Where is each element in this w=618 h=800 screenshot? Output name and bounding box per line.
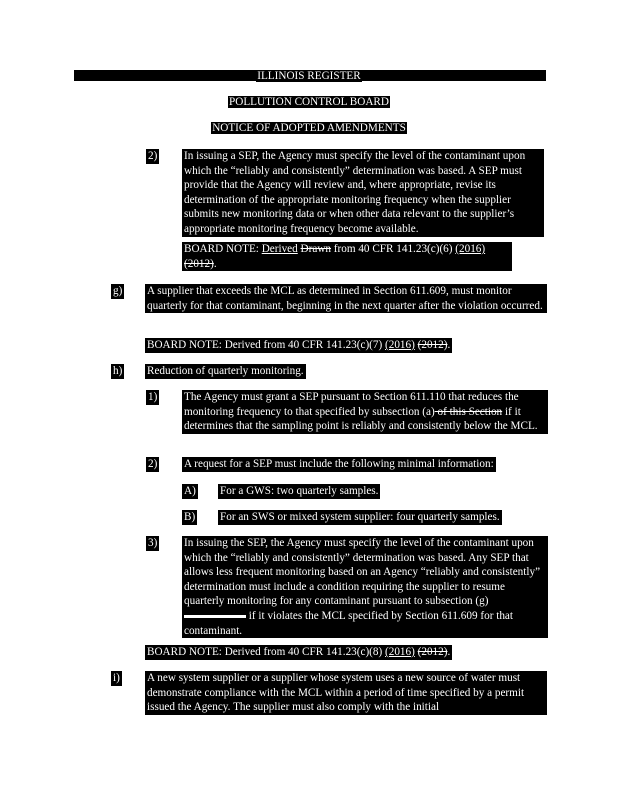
paragraph-h2b-text: For an SWS or mixed system supplier: four quarterly samples.	[220, 511, 500, 523]
paragraph-label-h2b: B)	[184, 511, 196, 523]
paragraph-label-i: i)	[113, 672, 120, 684]
paragraph-label-h: h)	[113, 365, 123, 377]
paragraph-h2a-text: For a GWS: two quarterly samples.	[220, 485, 379, 497]
paragraph-h3-text: In issuing the SEP, the Agency must specify the level of the contaminant upon which the “reliably and consistently” determination was based. Any SEP that allows less frequent monitoring based on an Agency “reliably and consistently” determination must include a condition requiring the supplier to resume quarterly monitoring for any contaminant pursuant to subsection (g) if it violates the MCL specified by Section 611.609 for that contaminant.	[182, 536, 548, 638]
register-title: ILLINOIS REGISTER	[257, 70, 361, 82]
paragraph-i-text: A new system supplier or a supplier whose system uses a new source of water must demonstrate compliance with the MCL within a period of time specified by a permit issued the Agency. The supplier must also comply with the initial	[145, 671, 547, 715]
paragraph-h1-text: The Agency must grant a SEP pursuant to Section 611.110 that reduces the monitoring frequency to that specified by subsection (a) of this Section if it determines that the sampling point is reliably and consistently below the MCL.	[182, 390, 548, 434]
board-note-g: BOARD NOTE: Derived from 40 CFR 141.23(c)(7) (2016) (2012).	[147, 339, 451, 351]
paragraph-f2-text: In issuing a SEP, the Agency must specify the level of the contaminant upon which the “reliably and consistently” determination was based. A SEP must provide that the Agency will review and, where appropriate, revise its determination of the appropriate monitoring frequency when the supplier submits new monitoring data or when other data relevant to the supplier’s appropriate monitoring frequency become available.	[182, 149, 544, 237]
paragraph-h2-text: A request for a SEP must include the following minimal information:	[184, 458, 494, 470]
paragraph-h-title: Reduction of quarterly monitoring.	[147, 365, 304, 377]
paragraph-label-g: g)	[113, 285, 123, 297]
paragraph-label-h2: 2)	[148, 458, 158, 470]
paragraph-label-h3: 3)	[148, 537, 158, 549]
paragraph-label-h1: 1)	[148, 391, 158, 403]
redaction-mark	[184, 615, 246, 618]
paragraph-g-text: A supplier that exceeds the MCL as determined in Section 611.609, must monitor quarterly for that contaminant, beginning in the next quarter after the violation occurred.	[145, 284, 547, 313]
paragraph-label-h2a: A)	[184, 485, 196, 497]
board-title: POLLUTION CONTROL BOARD	[229, 96, 389, 108]
paragraph-label-f2: 2)	[148, 150, 158, 162]
board-note-h: BOARD NOTE: Derived from 40 CFR 141.23(c)(8) (2016) (2012).	[147, 646, 451, 658]
board-note-f2: BOARD NOTE: Derived Drawn from 40 CFR 141.23(c)(6) (2016) (2012).	[182, 242, 512, 271]
notice-title: NOTICE OF ADOPTED AMENDMENTS	[212, 122, 406, 134]
